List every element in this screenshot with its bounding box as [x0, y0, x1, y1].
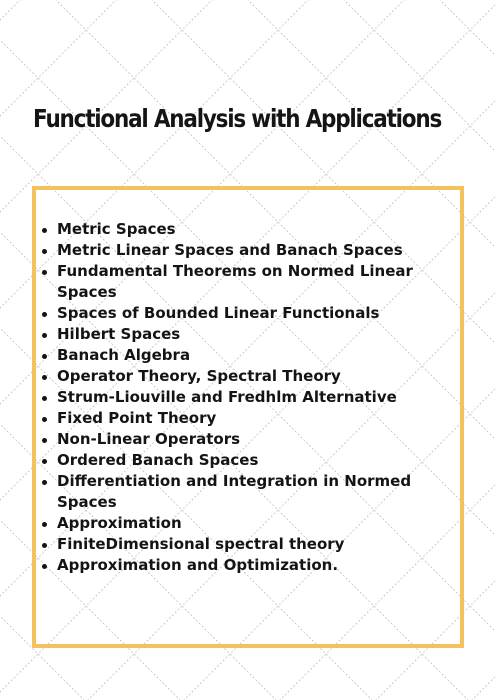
list-item: FiniteDimensional spectral theory — [57, 534, 467, 555]
list-item: Fundamental Theorems on Normed Linear Spaces — [57, 261, 467, 303]
list-item: Banach Algebra — [57, 345, 467, 366]
list-item: Hilbert Spaces — [57, 324, 467, 345]
list-item: Non-Linear Operators — [57, 429, 467, 450]
list-item: Approximation and Optimization. — [57, 555, 467, 576]
page-title: Functional Analysis with Applications — [33, 104, 442, 133]
list-item: Operator Theory, Spectral Theory — [57, 366, 467, 387]
list-item: Spaces of Bounded Linear Functionals — [57, 303, 467, 324]
list-item: Approximation — [57, 513, 467, 534]
topic-list — [36, 219, 467, 576]
list-item: Metric Linear Spaces and Banach Spaces — [57, 240, 467, 261]
list-item: Fixed Point Theory — [57, 408, 467, 429]
list-item: Strum-Liouville and Fredhlm Alternative — [57, 387, 467, 408]
list-item: Differentiation and Integration in Normed Spaces — [57, 471, 467, 513]
list-item: Metric Spaces — [57, 219, 467, 240]
list-item: Ordered Banach Spaces — [57, 450, 467, 471]
